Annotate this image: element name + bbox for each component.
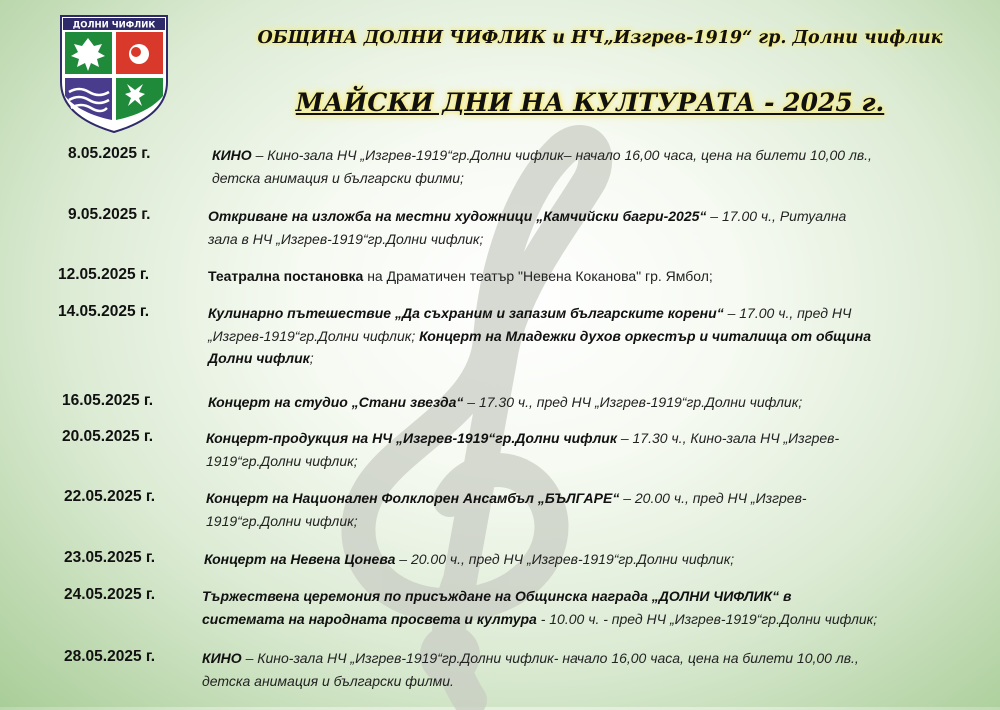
- event-description: [206, 487, 966, 532]
- event-details: - 10.00 ч. - пред НЧ „Изгрев-1919“гр.Долни чифлик;: [536, 610, 878, 627]
- event-details-line2: зала в НЧ „Изгрев-1919“гр.Долни чифлик;: [208, 230, 484, 247]
- event-details: – 17.30 ч., пред НЧ „Изгрев-1919“гр.Долни чифлик;: [463, 394, 803, 410]
- event-details: – Кино-зала НЧ „Изгрев-1919“гр.Долни чифлик- начало 16,00 часа, цена на билети 10,00 лв.,: [241, 650, 859, 666]
- event-title: КИНО: [212, 147, 252, 163]
- event-details-line2: детска анимация и български филми.: [202, 672, 454, 689]
- event-details-line2: „Изгрев-1919“гр.Долни чифлик;: [208, 327, 420, 344]
- event-subtitle-cont: Долни чифлик: [208, 350, 310, 366]
- event-details: – 20.00 ч., пред НЧ „Изгрев-: [619, 490, 807, 506]
- event-description: [202, 585, 962, 630]
- event-date: 12.05.2025 г.: [58, 266, 150, 283]
- event-description: [204, 548, 964, 571]
- page-title: МАЙСКИ ДНИ НА КУЛТУРАТА - 2025 г.: [295, 88, 885, 117]
- event-description: [212, 144, 972, 189]
- event-date: 23.05.2025 г.: [64, 549, 156, 566]
- event-details: – 17.30 ч., Кино-зала НЧ „Изгрев-: [616, 430, 840, 446]
- event-date: 9.05.2025 г.: [68, 206, 151, 223]
- event-date: 8.05.2025 г.: [68, 145, 151, 162]
- event-details-line2: детска анимация и български филми;: [212, 169, 464, 186]
- event-date: 16.05.2025 г.: [62, 392, 154, 409]
- event-title: Кулинарно пътешествие „Да съхраним и запазим българските корени“: [208, 305, 724, 321]
- event-details: – 17.00 ч., пред НЧ: [723, 305, 852, 321]
- event-date: 22.05.2025 г.: [64, 488, 156, 505]
- logo-text: ДОЛНИ ЧИФЛИК: [72, 20, 156, 31]
- event-title: КИНО: [202, 650, 242, 666]
- event-details: – 17.00 ч., Ритуална: [706, 208, 847, 224]
- municipality-coat-of-arms-logo: [57, 12, 171, 134]
- event-title: Концерт на Невена Цонева: [204, 551, 396, 567]
- event-subtitle: системата на народната просвета и култура: [202, 610, 537, 627]
- event-details-end: ;: [309, 350, 314, 366]
- event-details: на Драматичен театър "Невена Коканова" гр. Ямбол;: [363, 268, 713, 284]
- organizers-heading: ОБЩИНА ДОЛНИ ЧИФЛИК и НЧ„Изгрев-1919“ гр. Долни чифлик: [257, 28, 943, 48]
- event-title: Откриване на изложба на местни художници „Камчийски багри-2025“: [208, 208, 707, 224]
- event-title: Тържествена церемония по присъждане на Общинска награда „ДОЛНИ ЧИФЛИК“ в: [202, 588, 792, 604]
- event-details: – Кино-зала НЧ „Изгрев-1919“гр.Долни чифлик– начало 16,00 часа, цена на билети 10,00 лв.,: [251, 147, 872, 163]
- event-title: Концерт на Национален Фолклорен Ансамбъл „БЪЛГАРЕ“: [206, 490, 620, 506]
- event-details-line2: 1919“гр.Долни чифлик;: [206, 512, 358, 529]
- event-date: 20.05.2025 г.: [62, 428, 154, 445]
- event-description: [206, 427, 966, 472]
- event-title: Театрална постановка: [208, 268, 364, 284]
- event-date: 24.05.2025 г.: [64, 586, 156, 603]
- event-date: 14.05.2025 г.: [58, 303, 150, 320]
- event-description: [208, 265, 968, 288]
- event-description: [208, 205, 968, 250]
- event-details: – 20.00 ч., пред НЧ „Изгрев-1919“гр.Долни чифлик;: [395, 551, 735, 567]
- event-title: Концерт на студио „Стани звезда“: [208, 394, 464, 410]
- event-title: Концерт-продукция на НЧ „Изгрев-1919“гр.Долни чифлик: [206, 430, 617, 446]
- event-description: [208, 391, 968, 414]
- event-date: 28.05.2025 г.: [64, 648, 156, 665]
- event-description: [208, 302, 968, 370]
- event-details-line2: 1919“гр.Долни чифлик;: [206, 452, 358, 469]
- event-subtitle: Концерт на Младежки духов оркестър и читалища от община: [419, 327, 872, 344]
- event-description: [202, 647, 962, 692]
